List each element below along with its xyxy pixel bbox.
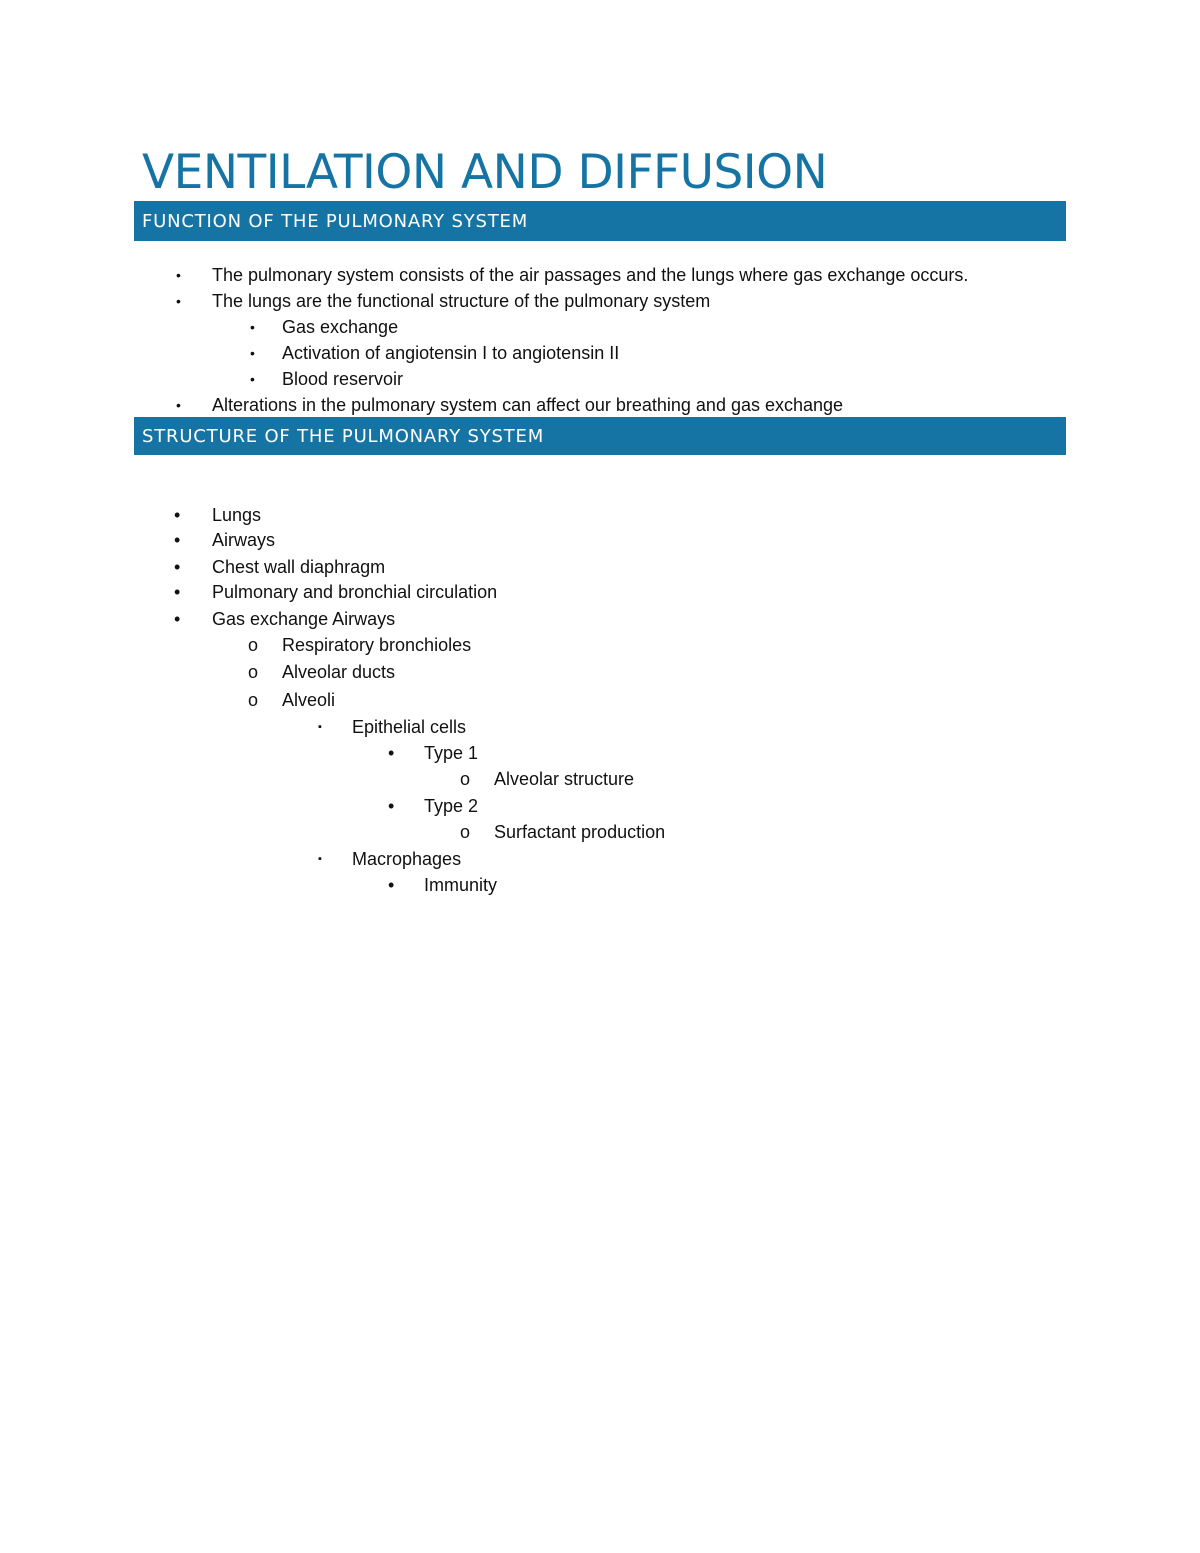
list-item: Gas exchange Airways <box>212 609 396 629</box>
square-marker: ▪ <box>318 853 322 865</box>
list-item: Macrophages <box>352 849 462 869</box>
bullet-marker: • <box>250 371 255 387</box>
list-item: Lungs <box>212 505 262 525</box>
square-marker: ▪ <box>318 721 322 733</box>
bullet-marker: • <box>174 557 181 577</box>
list-item: Chest wall diaphragm <box>212 557 386 577</box>
bullet-marker: • <box>176 397 181 413</box>
list-item: Airways <box>212 530 276 550</box>
document-title: VENTILATION AND DIFFUSION <box>142 145 828 200</box>
bullet-marker: • <box>176 267 181 283</box>
list-item: Alterations in the pulmonary system can affect our breathing and gas exchange <box>212 395 844 415</box>
list-item: Type 2 <box>424 796 479 816</box>
bullet-marker: • <box>174 609 181 629</box>
list-item: Alveoli <box>282 690 336 710</box>
list-item: Pulmonary and bronchial circulation <box>212 582 498 602</box>
bullet-marker: • <box>174 505 181 525</box>
list-item: Activation of angiotensin I to angiotensin II <box>282 343 620 363</box>
bullet-marker: • <box>250 345 255 361</box>
section-heading-function: FUNCTION OF THE PULMONARY SYSTEM <box>134 201 1066 241</box>
circle-marker: o <box>248 690 259 710</box>
bullet-marker: • <box>250 319 255 335</box>
bullet-marker: • <box>388 743 395 763</box>
circle-marker: o <box>248 635 259 655</box>
bullet-marker: • <box>388 875 395 895</box>
list-item: Epithelial cells <box>352 717 467 737</box>
list-item: Alveolar structure <box>494 769 635 789</box>
bullet-marker: • <box>388 796 395 816</box>
list-item: Blood reservoir <box>282 369 404 389</box>
bullet-marker: • <box>176 293 181 309</box>
bullet-marker: • <box>174 530 181 550</box>
section-heading-structure: STRUCTURE OF THE PULMONARY SYSTEM <box>134 417 1066 455</box>
circle-marker: o <box>460 769 471 789</box>
list-item: The pulmonary system consists of the air passages and the lungs where gas exchange occurs. <box>212 265 969 285</box>
list-item: Gas exchange <box>282 317 399 337</box>
circle-marker: o <box>460 822 471 842</box>
list-item: Type 1 <box>424 743 479 763</box>
list-item: Respiratory bronchioles <box>282 635 472 655</box>
list-item: Alveolar ducts <box>282 662 396 682</box>
list-item: Surfactant production <box>494 822 666 842</box>
list-item: The lungs are the functional structure of the pulmonary system <box>212 291 711 311</box>
bullet-marker: • <box>174 582 181 602</box>
circle-marker: o <box>248 662 259 682</box>
list-item: Immunity <box>424 875 498 895</box>
